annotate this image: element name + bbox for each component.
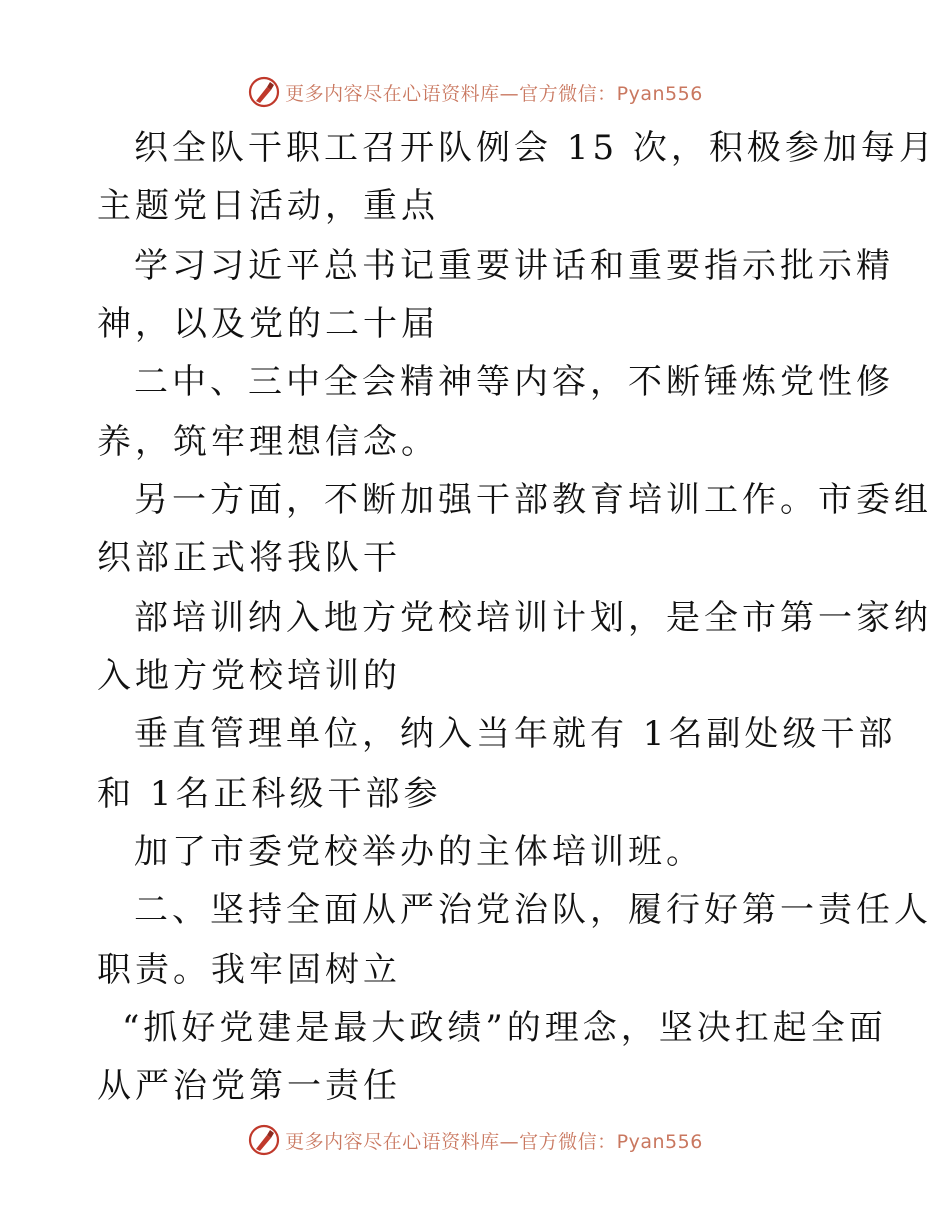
text-line: 从严治党第一责任 <box>97 1066 401 1106</box>
text-line: 另一方面，不断加强干部教育培训工作。市委组 <box>134 480 932 520</box>
text-line: 和 1名正科级干部参 <box>97 774 442 814</box>
text-line: 学习习近平总书记重要讲话和重要指示批示精 <box>134 246 894 286</box>
text-line: 职责。我牢固树立 <box>97 950 401 990</box>
watermark-text: 更多内容尽在心语资料库—官方微信：Pyan556 <box>285 1130 703 1153</box>
watermark-text: 更多内容尽在心语资料库—官方微信：Pyan556 <box>285 82 703 105</box>
text-line: 主题党日活动，重点 <box>97 186 439 226</box>
text-line: 垂直管理单位，纳入当年就有 1名副处级干部 <box>134 714 897 754</box>
text-line: 织全队干职工召开队例会 15 次，积极参加每月 <box>134 128 937 168</box>
text-line: “抓好党建是最大政绩”的理念，坚决扛起全面 <box>122 1008 887 1048</box>
text-line: 部培训纳入地方党校培训计划，是全市第一家纳 <box>134 598 932 638</box>
text-line: 加了市委党校举办的主体培训班。 <box>134 832 704 872</box>
text-line: 神，以及党的二十届 <box>97 304 439 344</box>
text-line: 织部正式将我队干 <box>97 538 401 578</box>
text-line: 养，筑牢理想信念。 <box>97 422 439 462</box>
pen-nib-circle-icon <box>247 1123 281 1157</box>
text-line: 二、坚持全面从严治党治队，履行好第一责任人 <box>134 890 932 930</box>
watermark-footer <box>0 1120 950 1160</box>
text-line: 二中、三中全会精神等内容，不断锤炼党性修 <box>134 362 894 402</box>
text-line: 入地方党校培训的 <box>97 656 401 696</box>
